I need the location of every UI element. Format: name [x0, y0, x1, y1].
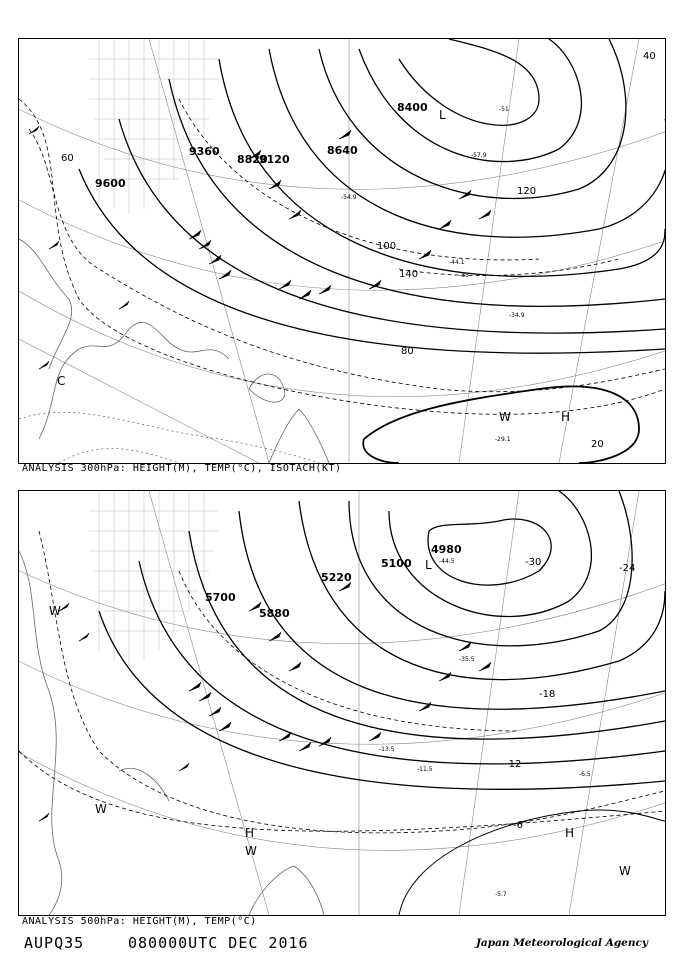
isotach-label-100: 100	[377, 241, 397, 252]
temp-obs-label: -13.5	[379, 746, 395, 753]
isotherm-label-18: -18	[539, 689, 556, 700]
height-label-8640: 8640	[327, 144, 358, 157]
low-center-symbol: L	[425, 558, 432, 572]
isotherm-label-24: -24	[619, 563, 636, 574]
warm-center-symbol: W	[499, 410, 511, 424]
isotherm-label-6: -6	[513, 820, 523, 831]
temp-obs-label: -34.9	[509, 312, 525, 319]
isotach-20-bold	[363, 386, 639, 463]
isotherm-label-12: -12	[505, 759, 522, 770]
isotach-label-60: 60	[61, 153, 74, 164]
panel-500hpa	[18, 490, 666, 916]
height-label-9360: 9360	[189, 145, 220, 158]
cold-center-symbol: C	[57, 374, 66, 388]
temp-obs-label: -54.9	[341, 194, 357, 201]
height-contours	[79, 39, 665, 353]
warm-center-symbol: W	[49, 604, 61, 618]
chart-code: AUPQ35	[24, 934, 85, 952]
temp-obs-label: -33	[459, 272, 469, 279]
height-label-5700: 5700	[205, 591, 236, 604]
height-label-8400: 8400	[397, 101, 428, 114]
agency-name: Japan Meteorological Agency	[475, 937, 648, 949]
temp-obs-label: -44.1	[449, 259, 465, 266]
map-300hpa	[19, 39, 665, 463]
high-center-symbol: H	[245, 826, 255, 840]
isotherm-6	[399, 810, 665, 915]
height-label-9600: 9600	[95, 177, 126, 190]
coastline	[19, 239, 329, 463]
isotach-label-40: 40	[643, 51, 656, 62]
temp-obs-label: -35.5	[459, 656, 475, 663]
caption-300hpa: ANALYSIS 300hPa: HEIGHT(M), TEMP(°C), ISOTACH(KT)	[22, 463, 342, 474]
map-500hpa	[19, 491, 665, 915]
footer	[0, 934, 680, 960]
isotach-label-20: 20	[591, 439, 604, 450]
height-contours	[99, 491, 665, 789]
isotach-label-80: 80	[401, 346, 414, 357]
caption-500hpa: ANALYSIS 500hPa: HEIGHT(M), TEMP(°C)	[22, 916, 257, 927]
warm-center-symbol: W	[619, 864, 631, 878]
grid-region	[89, 491, 219, 666]
isotherm-label-30: -30	[525, 557, 542, 568]
low-center-symbol: L	[439, 108, 446, 122]
temp-obs-label: -44.5	[439, 558, 455, 565]
height-label-5220: 5220	[321, 571, 352, 584]
isotach-label-120: 120	[517, 186, 537, 197]
height-label-9120: 9120	[259, 153, 290, 166]
height-label-5880: 5880	[259, 607, 290, 620]
temp-obs-label: -29.1	[495, 436, 511, 443]
temp-obs-label: -6.5	[579, 771, 591, 778]
temp-obs-label: -57.9	[471, 152, 487, 159]
warm-center-symbol: W	[245, 844, 257, 858]
isotherms	[19, 412, 319, 463]
warm-center-symbol: W	[95, 802, 107, 816]
height-label-5100: 5100	[381, 557, 412, 570]
coastline	[19, 551, 324, 915]
panel-300hpa	[18, 38, 666, 464]
graticule	[19, 491, 665, 915]
valid-time: 080000UTC DEC 2016	[128, 934, 309, 952]
high-center-symbol: H	[565, 826, 575, 840]
high-center-symbol: H	[561, 410, 571, 424]
isotach-label-140: 140	[399, 269, 419, 280]
temp-obs-label: -51	[499, 106, 509, 113]
height-label-4980: 4980	[431, 543, 462, 556]
height-label-8820: 8820	[237, 153, 268, 166]
temp-obs-label: -11.5	[417, 766, 433, 773]
graticule	[19, 39, 665, 463]
temp-obs-label: -5.7	[495, 891, 507, 898]
